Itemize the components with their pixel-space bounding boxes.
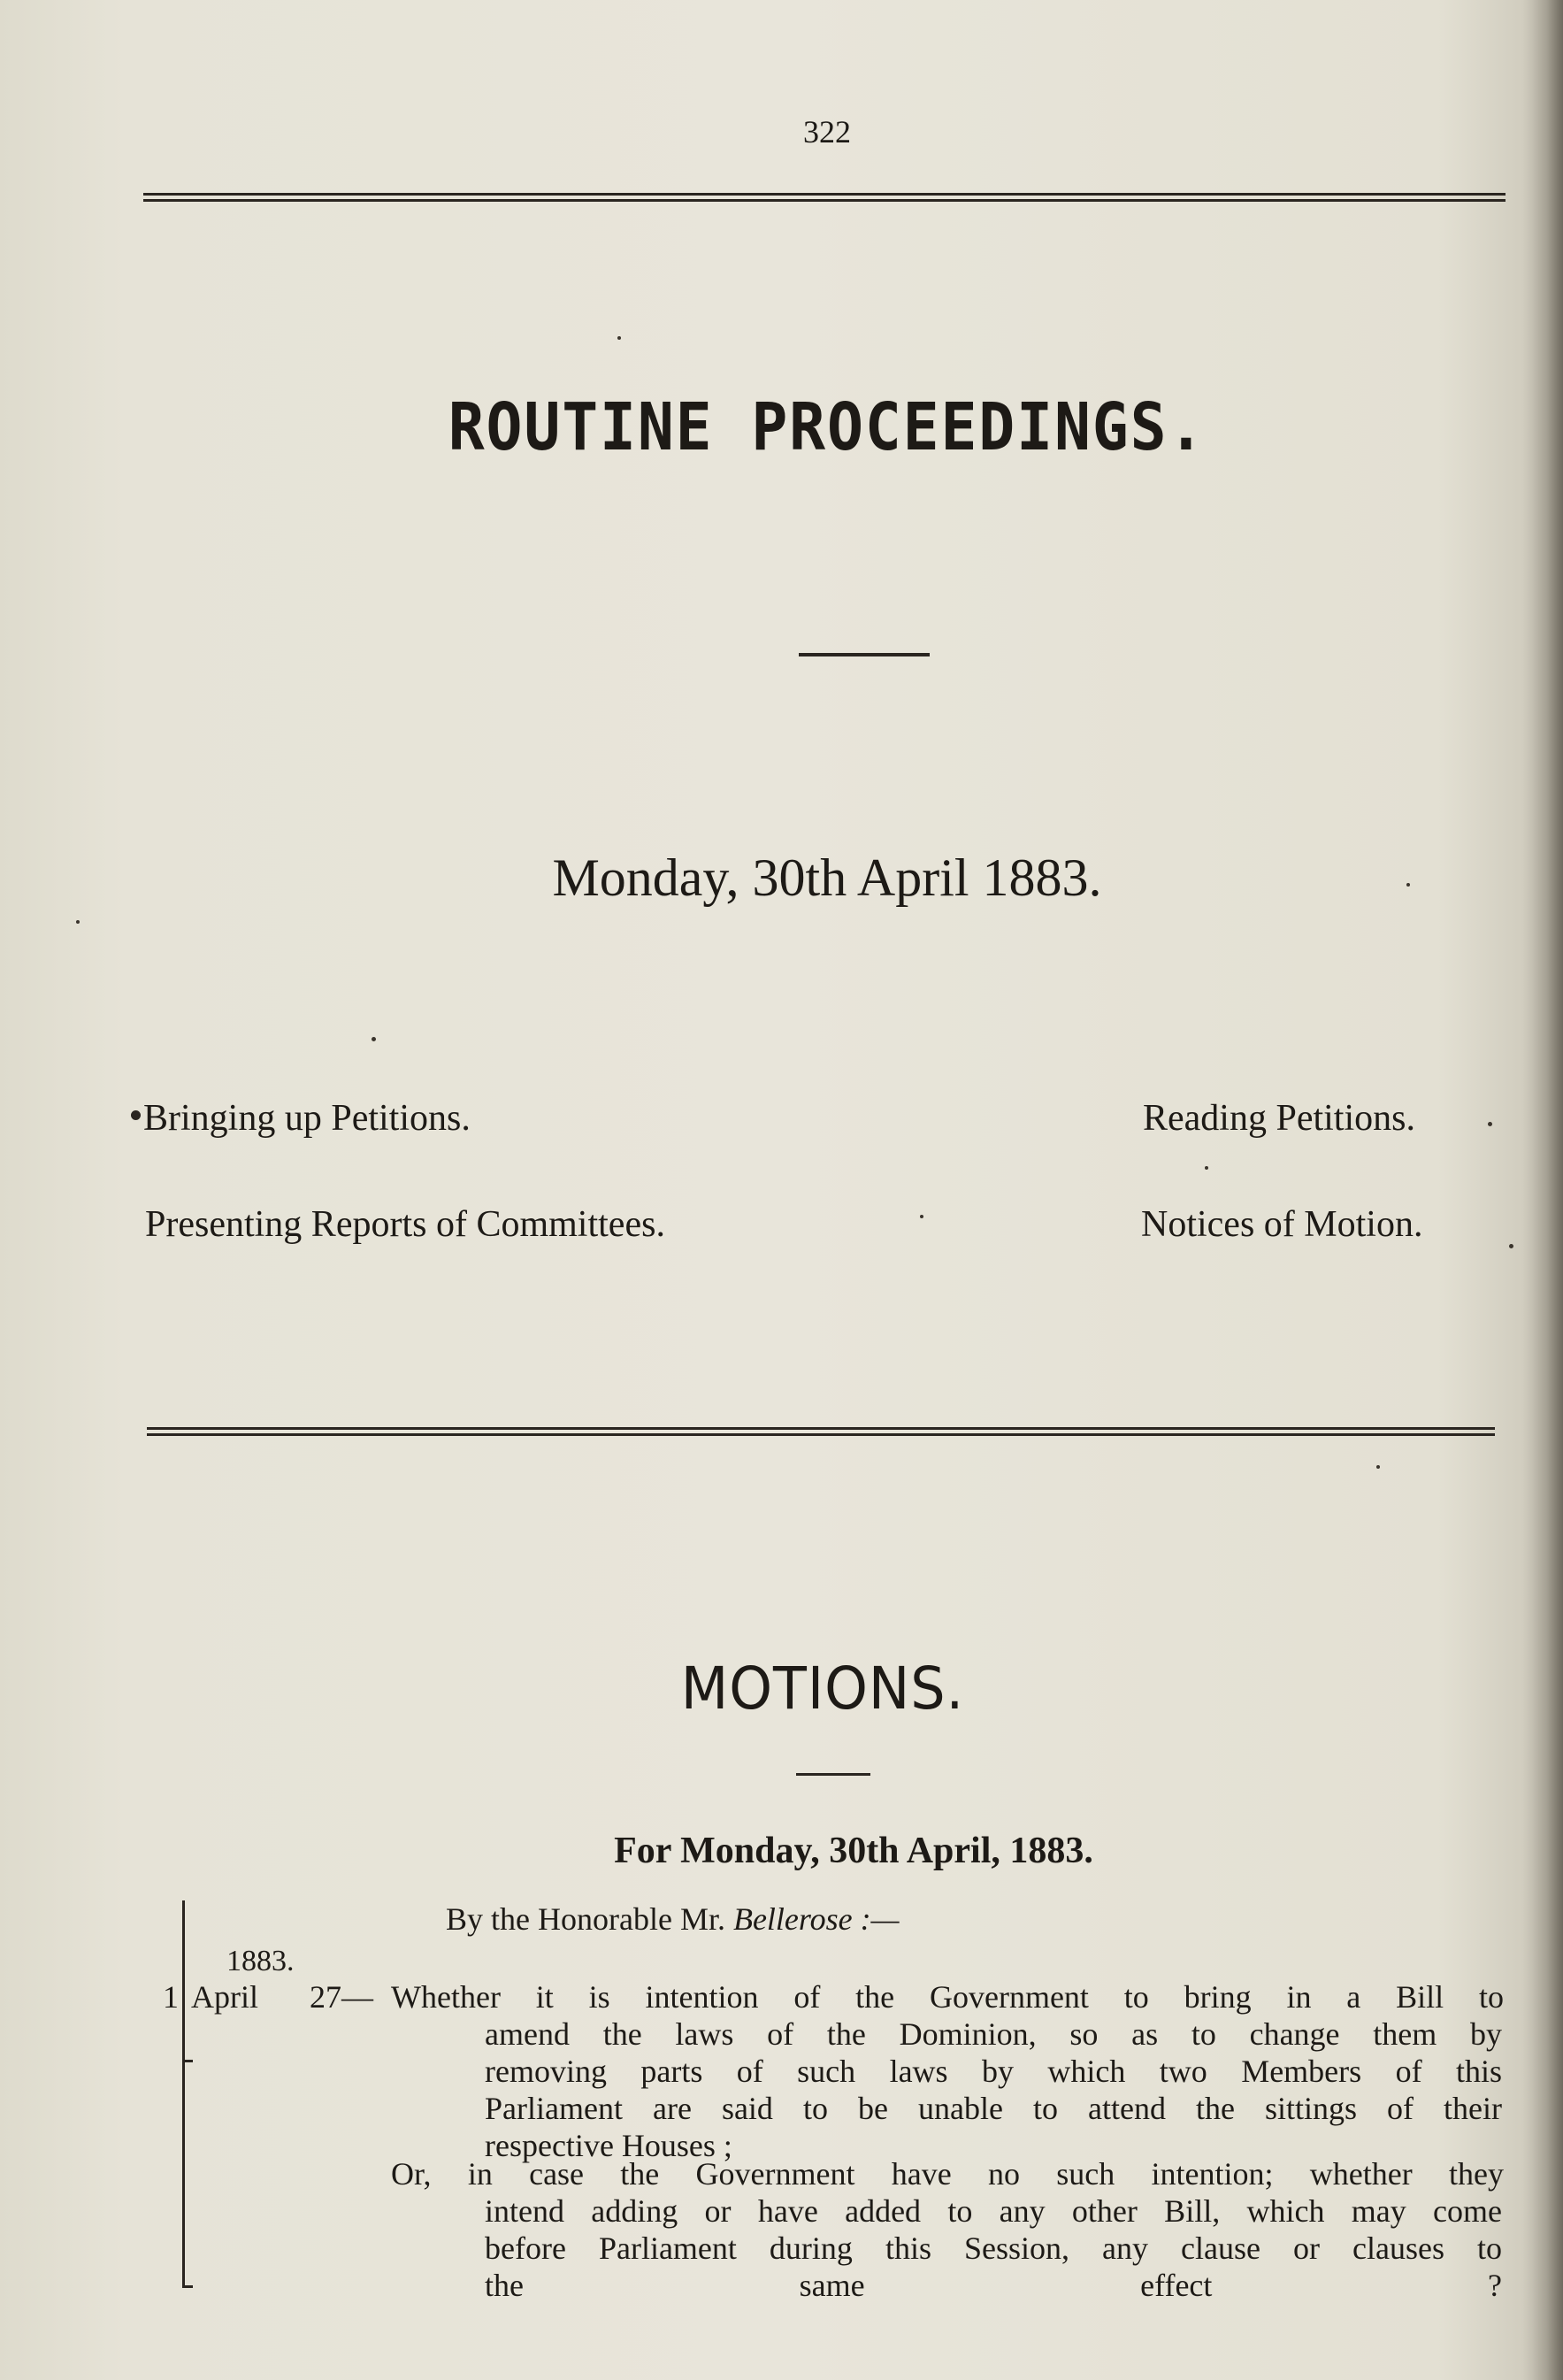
page-gutter-shadow <box>1522 0 1563 2380</box>
motion-text-line: respective Houses ; <box>485 2128 732 2163</box>
motions-divider <box>796 1773 870 1776</box>
motion-text-line: removing parts of such laws by which two Members of this <box>485 2054 1502 2089</box>
motion-day: 27— <box>310 1979 373 2015</box>
motion-question-first-line: Whether it is intention of the Government to bring in a Bill to <box>391 1979 1504 2015</box>
routine-item-bringing-up-petitions: Bringing up Petitions. <box>143 1098 471 1139</box>
motion-month: April <box>191 1979 258 2015</box>
motion-question-continuation <box>485 2015 1502 2164</box>
mover-name: Bellerose :— <box>732 1901 900 1937</box>
margin-tick <box>182 2285 193 2288</box>
routine-item-notices-of-motion: Notices of Motion. <box>1141 1204 1423 1245</box>
margin-tick <box>182 2060 193 2062</box>
motion-text-line: amend the laws of the Dominion, so as to change them by <box>485 2016 1502 2052</box>
routine-proceedings-heading: ROUTINE PROCEEDINGS. <box>448 389 1207 465</box>
sitting-date: Monday, 30th April 1883. <box>552 848 1102 907</box>
routine-item-presenting-reports: Presenting Reports of Committees. <box>145 1204 665 1245</box>
motion-number: 1 <box>163 1979 179 2015</box>
motion-text-line: intend adding or have added to any other Bill, which may come <box>485 2193 1502 2229</box>
motion-year: 1883. <box>226 1945 295 1977</box>
bullet-mark <box>131 1110 141 1120</box>
motion-alternative-first-line: Or, in case the Government have no such intention; whether they <box>391 2156 1504 2192</box>
middle-double-rule <box>147 1427 1495 1436</box>
motion-text-line: Parliament are said to be unable to attend the sittings of their <box>485 2091 1502 2126</box>
motions-heading: MOTIONS. <box>680 1654 965 1723</box>
top-double-rule <box>143 193 1506 202</box>
motions-for-date: For Monday, 30th April, 1883. <box>614 1831 1093 1871</box>
margin-vertical-rule <box>182 1900 185 2288</box>
heading-divider <box>799 653 930 656</box>
routine-item-reading-petitions: Reading Petitions. <box>1143 1098 1415 1139</box>
motion-alternative-continuation <box>485 2192 1502 2304</box>
mover-prefix: By the Honorable Mr. <box>446 1901 725 1937</box>
motion-text-line: before Parliament during this Session, any clause or clauses to <box>485 2230 1502 2266</box>
motion-mover-line <box>446 1900 900 1938</box>
page-number: 322 <box>803 114 851 150</box>
motion-text-line: the same effect ? <box>485 2268 1502 2303</box>
